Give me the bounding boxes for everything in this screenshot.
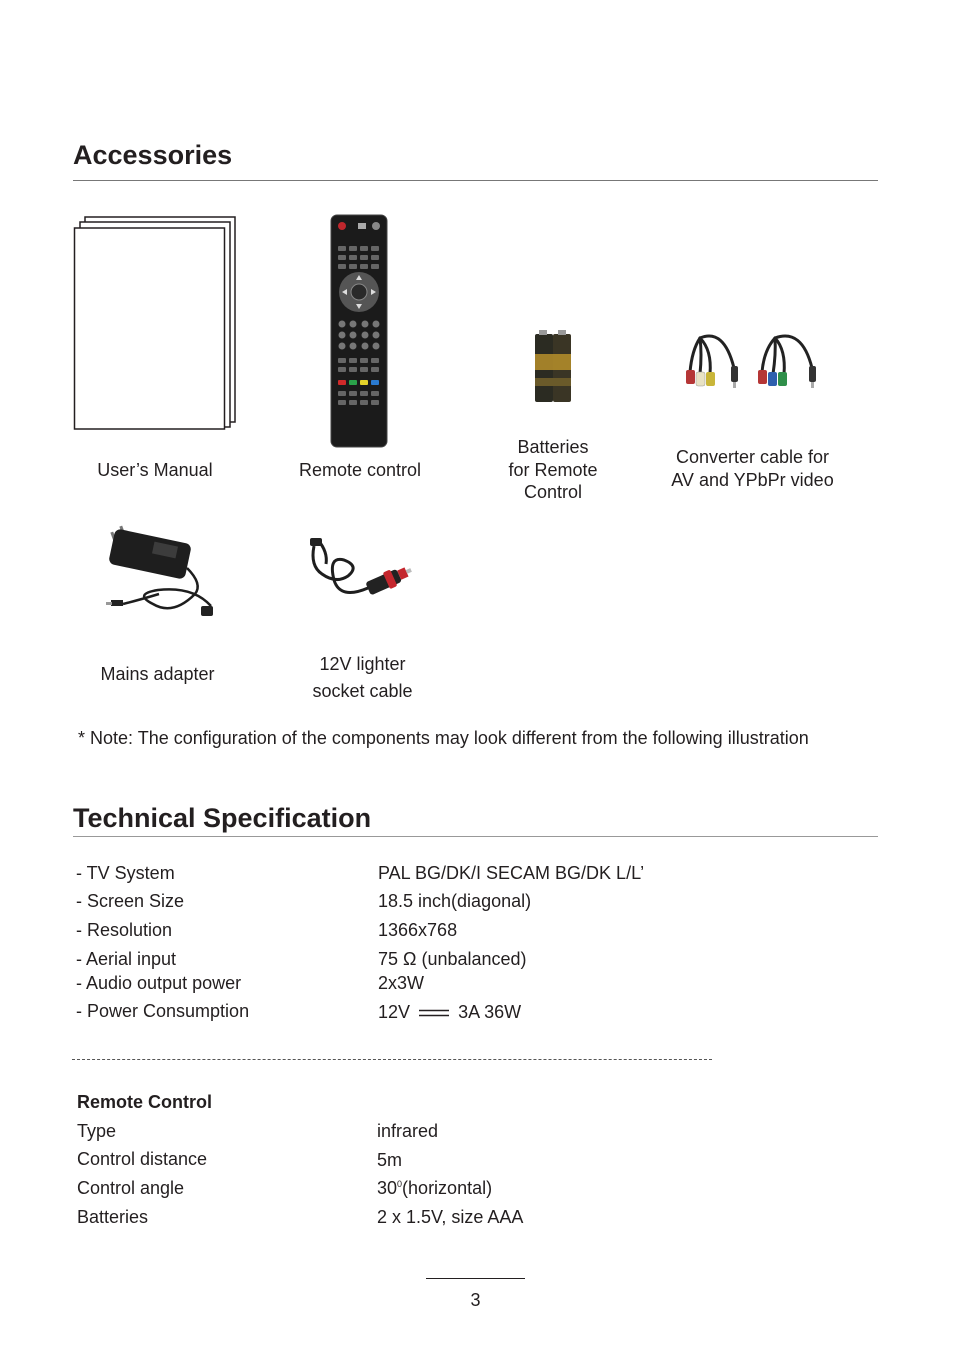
spec-label-resolution: - Resolution (76, 920, 173, 940)
spec-value-resolution: 1366x768 (378, 920, 458, 940)
lighter-socket-cable-image (308, 536, 418, 606)
remote-label-control-angle: Control angle (77, 1178, 185, 1198)
batteries-caption-line: Batteries (517, 437, 589, 457)
lighter-socket-cable-caption-line: 12V lighter (319, 654, 406, 674)
angle-number: 30 (377, 1178, 398, 1198)
batteries-caption-line: Control (523, 482, 583, 502)
spec-label-tv-system: - TV System (76, 863, 175, 883)
users-manual-image (73, 215, 239, 432)
page-number: 3 (470, 1290, 481, 1310)
batteries-caption (478, 436, 628, 504)
spec-label-audio-output: - Audio output power (76, 973, 242, 993)
mains-adapter-image (103, 524, 218, 622)
dc-symbol-icon (419, 1008, 449, 1018)
power-current-wattage: 3A 36W (458, 1002, 522, 1022)
remote-control-spec-heading: Remote Control (77, 1092, 212, 1112)
converter-cable-image (680, 330, 826, 396)
remote-value-control-angle (377, 1178, 492, 1199)
spec-label-power-consumption: - Power Consumption (76, 1001, 250, 1021)
lighter-socket-cable-caption-line: socket cable (312, 681, 413, 701)
users-manual-caption: User’s Manual (97, 460, 213, 480)
technical-specification-heading: Technical Specification (73, 803, 372, 833)
remote-control-caption: Remote control (298, 460, 422, 480)
section-dashed-divider (72, 1059, 712, 1060)
batteries-image (533, 330, 575, 404)
footer-rule (426, 1278, 525, 1279)
remote-value-batteries: 2 x 1.5V, size AAA (377, 1207, 524, 1227)
spec-value-tv-system: PAL BG/DK/I SECAM BG/DK L/L’ (378, 863, 645, 883)
angle-degree-mark: 0 (397, 1179, 403, 1189)
lighter-socket-cable-caption (290, 651, 435, 705)
power-voltage: 12V (378, 1002, 411, 1022)
remote-label-type: Type (77, 1121, 117, 1141)
converter-cable-caption-line: AV and YPbPr video (671, 469, 834, 490)
remote-value-control-distance: 5m (377, 1150, 403, 1170)
converter-cable-caption (645, 446, 860, 491)
spec-value-aerial-input: 75 Ω (unbalanced) (378, 949, 527, 969)
technical-specification-divider (73, 836, 878, 837)
accessories-heading: Accessories (73, 140, 233, 170)
mains-adapter-caption: Mains adapter (100, 664, 215, 684)
spec-label-aerial-input: - Aerial input (76, 949, 177, 969)
remote-value-type: infrared (377, 1121, 439, 1141)
accessories-divider (73, 180, 878, 181)
spec-value-audio-output: 2x3W (378, 973, 425, 993)
batteries-caption-line: for Remote (508, 459, 598, 480)
angle-orientation: (horizontal) (402, 1178, 493, 1198)
spec-value-screen-size: 18.5 inch(diagonal) (378, 891, 532, 911)
configuration-note: * Note: The configuration of the components may look different from the following illustration (78, 728, 809, 748)
remote-control-image (330, 214, 388, 448)
spec-label-screen-size: - Screen Size (76, 891, 185, 911)
spec-value-power-consumption (378, 1002, 521, 1023)
converter-cable-caption-line: Converter cable for (675, 447, 830, 467)
remote-label-control-distance: Control distance (77, 1149, 208, 1169)
remote-label-batteries: Batteries (77, 1207, 149, 1227)
